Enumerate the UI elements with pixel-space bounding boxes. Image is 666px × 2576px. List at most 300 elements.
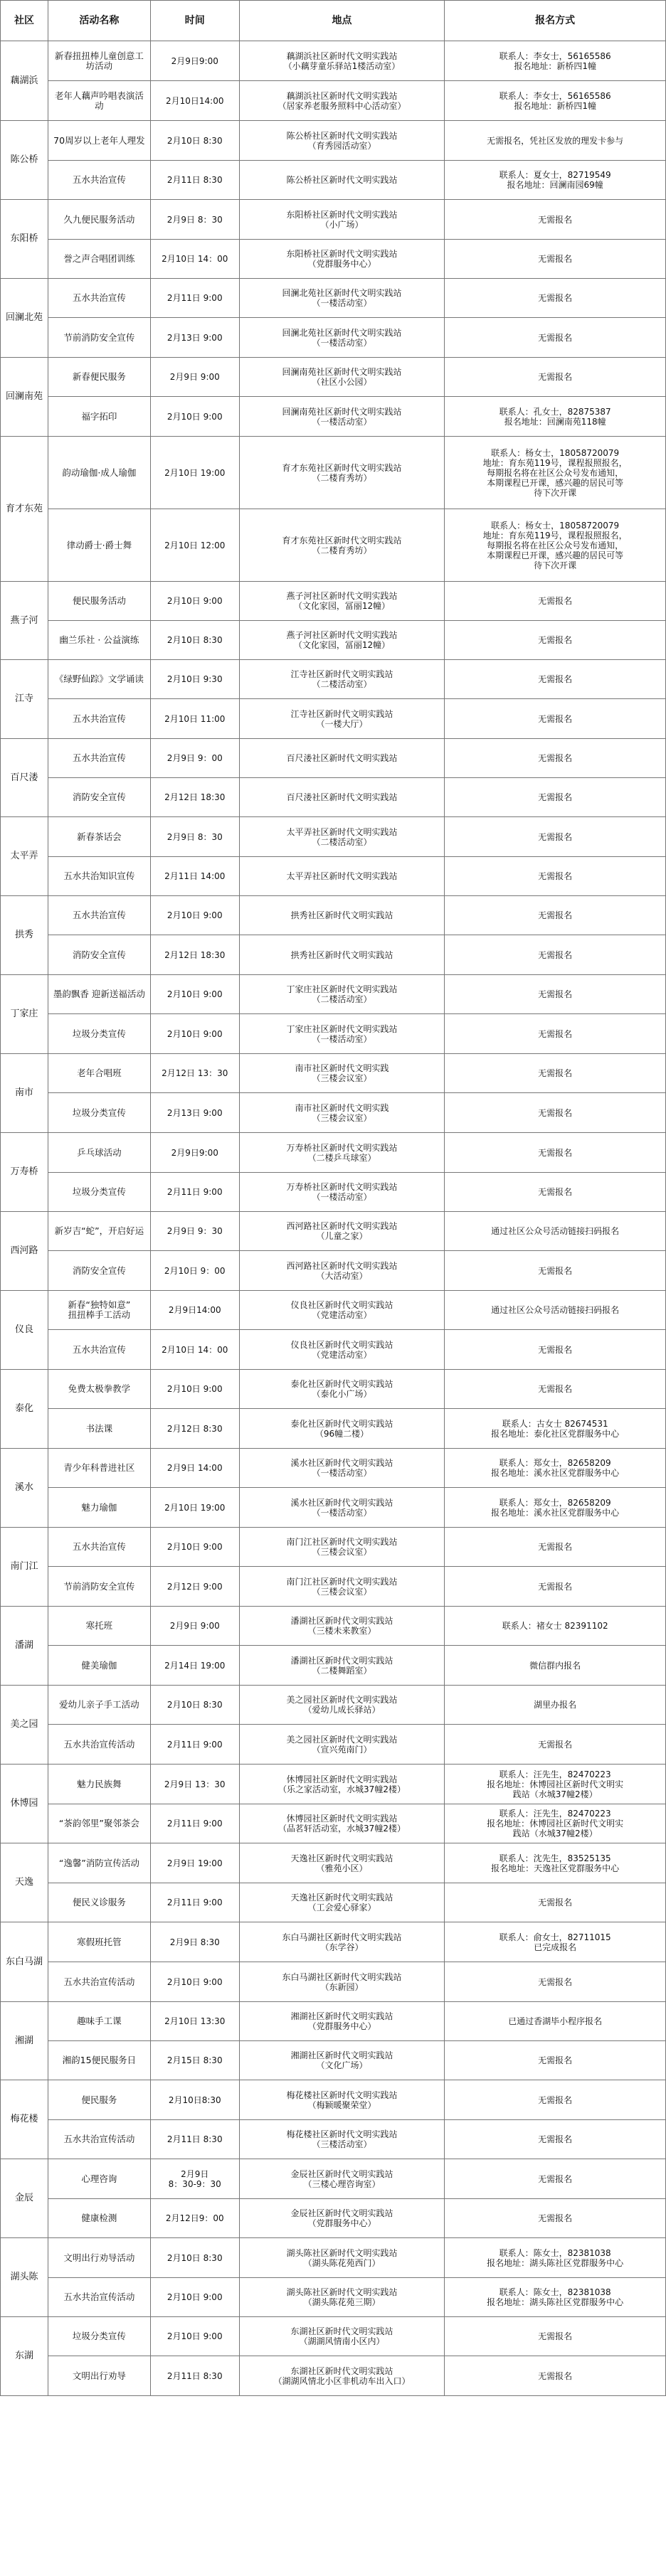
cell-community: 南门江 xyxy=(1,1528,48,1607)
table-row xyxy=(1,1765,666,1804)
cell-activity: 免费太极拳教学 xyxy=(48,1370,150,1409)
table-row xyxy=(1,1054,666,1093)
table-row xyxy=(1,2278,666,2317)
cell-location: 潘湖社区新时代文明实践站 （二楼舞蹈室） xyxy=(239,1646,445,1686)
cell-location: 拱秀社区新时代文明实践站 xyxy=(239,896,445,935)
cell-time: 2月10日 9：00 xyxy=(150,1251,239,1291)
cell-time: 2月14日 19:00 xyxy=(150,1646,239,1686)
cell-activity: 幽兰乐社 · 公益演练 xyxy=(48,621,150,660)
cell-registration: 无需报名 xyxy=(445,1883,666,1922)
cell-time: 2月9日 9:00 xyxy=(150,1607,239,1646)
cell-time: 2月11日 9:00 xyxy=(150,1725,239,1765)
cell-activity: 五水共治宣传活动 xyxy=(48,2278,150,2317)
table-row xyxy=(1,1804,666,1843)
cell-registration: 联系人：杨女士，18058720079 地址：育东苑119号，课程报照报名， 每期报名将在社区公众号发布通知， 本期课程已开课，感兴趣的居民可等 待下次开课 xyxy=(445,509,666,582)
cell-location: 天逸社区新时代文明实践站 （雅苑小区） xyxy=(239,1843,445,1883)
table-row xyxy=(1,279,666,318)
cell-time: 2月12日 18:30 xyxy=(150,778,239,817)
cell-location: 泰化社区新时代文明实践站 （泰化小广场） xyxy=(239,1370,445,1409)
table-row xyxy=(1,621,666,660)
cell-registration: 联系人：郑女士，82658209 报名地址：溪水社区党群服务中心 xyxy=(445,1488,666,1528)
cell-registration: 无需报名 xyxy=(445,1251,666,1291)
cell-registration: 微信群内报名 xyxy=(445,1646,666,1686)
cell-activity: 老年人藕声吟唱表演活动 xyxy=(48,81,150,121)
table-row xyxy=(1,1488,666,1528)
cell-activity: 节前消防安全宣传 xyxy=(48,318,150,358)
table-row xyxy=(1,1014,666,1054)
cell-community: 天逸 xyxy=(1,1843,48,1922)
cell-location: 万寿桥社区新时代文明实践站 （二楼乒乓球室） xyxy=(239,1133,445,1173)
cell-activity: 新春扭扭棒儿童创意工坊活动 xyxy=(48,41,150,81)
cell-location: 育才东苑社区新时代文明实践站 （二楼育秀坊） xyxy=(239,437,445,509)
cell-location: 太平弄社区新时代文明实践站 xyxy=(239,857,445,896)
cell-activity: 新春茶话会 xyxy=(48,817,150,857)
cell-community: 回澜南苑 xyxy=(1,358,48,437)
table-row xyxy=(1,1449,666,1488)
cell-registration: 无需报名 xyxy=(445,1054,666,1093)
cell-community: 溪水 xyxy=(1,1449,48,1528)
cell-activity: 誉之声合唱团训练 xyxy=(48,240,150,279)
cell-time: 2月9日 9:00 xyxy=(150,358,239,397)
cell-registration: 联系人：夏女士，82719549 报名地址：回澜南园69幢 xyxy=(445,161,666,200)
table-row xyxy=(1,1291,666,1330)
cell-registration: 无需报名 xyxy=(445,2041,666,2080)
cell-activity: 垃圾分类宣传 xyxy=(48,1093,150,1133)
cell-registration: 无需报名 xyxy=(445,200,666,240)
table-row xyxy=(1,857,666,896)
table-row xyxy=(1,240,666,279)
cell-registration: 联系人：杨女士，18058720079 地址：育东苑119号，课程报照报名， 每期报名将在社区公众号发布通知， 本期课程已开课，感兴趣的居民可等 待下次开课 xyxy=(445,437,666,509)
cell-location: 江寺社区新时代文明实践站 （一楼大厅） xyxy=(239,699,445,739)
cell-activity: 五水共治知识宣传 xyxy=(48,857,150,896)
cell-activity: 爱幼儿亲子手工活动 xyxy=(48,1686,150,1725)
cell-registration: 无需报名 xyxy=(445,1370,666,1409)
cell-community: 江寺 xyxy=(1,660,48,739)
cell-activity: “茶韵邻里”聚邻茶会 xyxy=(48,1804,150,1843)
cell-community: 丁家庄 xyxy=(1,975,48,1054)
cell-location: 西河路社区新时代文明实践站 （大活动室） xyxy=(239,1251,445,1291)
table-row xyxy=(1,1922,666,1962)
table-row xyxy=(1,975,666,1014)
table-row xyxy=(1,161,666,200)
cell-time: 2月10日 9:00 xyxy=(150,896,239,935)
cell-registration: 无需报名 xyxy=(445,1093,666,1133)
cell-activity: 便民服务活动 xyxy=(48,582,150,621)
cell-location: 湖头陈社区新时代文明实践站 （湖头陈花苑三期） xyxy=(239,2278,445,2317)
cell-registration: 无需报名 xyxy=(445,817,666,857)
cell-time: 2月10日 19:00 xyxy=(150,437,239,509)
cell-registration: 无需报名 xyxy=(445,358,666,397)
cell-registration: 无需报名 xyxy=(445,1330,666,1370)
cell-time: 2月11日 9:00 xyxy=(150,279,239,318)
cell-location: 百尺溇社区新时代文明实践站 xyxy=(239,739,445,778)
table-row xyxy=(1,1883,666,1922)
cell-community: 藕湖浜 xyxy=(1,41,48,121)
cell-time: 2月10日 8:30 xyxy=(150,2238,239,2278)
cell-registration: 无需报名 xyxy=(445,857,666,896)
cell-time: 2月11日 9:00 xyxy=(150,1804,239,1843)
cell-community: 休博园 xyxy=(1,1765,48,1843)
cell-activity: 五水共治宣传活动 xyxy=(48,2120,150,2159)
cell-registration: 联系人：郑女士，82658209 报名地址：溪水社区党群服务中心 xyxy=(445,1449,666,1488)
header-registration: 报名方式 xyxy=(445,1,666,41)
cell-time: 2月10日 9:00 xyxy=(150,1370,239,1409)
cell-activity: 趣味手工课 xyxy=(48,2002,150,2041)
cell-location: 陈公桥社区新时代文明实践站 （育秀园活动室） xyxy=(239,121,445,161)
cell-activity: 心理咨询 xyxy=(48,2159,150,2199)
cell-community: 西河路 xyxy=(1,1212,48,1291)
cell-registration: 无需报名 xyxy=(445,1567,666,1607)
cell-community: 回澜北苑 xyxy=(1,279,48,358)
table-header-row xyxy=(1,1,666,41)
cell-time: 2月9日9:00 xyxy=(150,1133,239,1173)
table-row xyxy=(1,437,666,509)
cell-activity: 新春“独特如意” 扭扭棒手工活动 xyxy=(48,1291,150,1330)
cell-activity: 五水共治宣传 xyxy=(48,896,150,935)
cell-time: 2月10日 9:30 xyxy=(150,660,239,699)
cell-community: 泰化 xyxy=(1,1370,48,1449)
cell-registration: 无需报名 xyxy=(445,699,666,739)
cell-registration: 无需报名 xyxy=(445,1014,666,1054)
cell-location: 太平弄社区新时代文明实践站 （二楼活动室） xyxy=(239,817,445,857)
cell-activity: 节前消防安全宣传 xyxy=(48,1567,150,1607)
cell-activity: 文明出行劝导活动 xyxy=(48,2238,150,2278)
cell-activity: 湘韵15便民服务日 xyxy=(48,2041,150,2080)
table-row xyxy=(1,1607,666,1646)
table-row xyxy=(1,1962,666,2002)
cell-location: 东白马湖社区新时代文明实践站 （东学谷） xyxy=(239,1922,445,1962)
cell-registration: 联系人：李女士，56165586 报名地址：新桥四1幢 xyxy=(445,81,666,121)
cell-time: 2月9日9:00 xyxy=(150,41,239,81)
cell-activity: 五水共治宣传活动 xyxy=(48,1962,150,2002)
cell-location: 陈公桥社区新时代文明实践站 xyxy=(239,161,445,200)
cell-location: 泰化社区新时代文明实践站 （96幢二楼） xyxy=(239,1409,445,1449)
table-row xyxy=(1,509,666,582)
cell-activity: 寒假班托管 xyxy=(48,1922,150,1962)
table-row xyxy=(1,2120,666,2159)
table-row xyxy=(1,2356,666,2396)
cell-activity: 健美瑜伽 xyxy=(48,1646,150,1686)
cell-activity: 消防安全宣传 xyxy=(48,1251,150,1291)
cell-activity: 老年合唱班 xyxy=(48,1054,150,1093)
cell-activity: 五水共治宣传 xyxy=(48,161,150,200)
table-row xyxy=(1,778,666,817)
cell-registration: 无需报名 xyxy=(445,1528,666,1567)
table-row xyxy=(1,660,666,699)
cell-location: 东白马湖社区新时代文明实践站 （东新园） xyxy=(239,1962,445,2002)
cell-registration: 无需报名 xyxy=(445,621,666,660)
cell-time: 2月15日 8:30 xyxy=(150,2041,239,2080)
cell-location: 溪水社区新时代文明实践站 （一楼活动室） xyxy=(239,1488,445,1528)
cell-community: 东白马湖 xyxy=(1,1922,48,2002)
cell-time: 2月10日 9:00 xyxy=(150,2278,239,2317)
cell-activity: 青少年科普进社区 xyxy=(48,1449,150,1488)
cell-community: 拱秀 xyxy=(1,896,48,975)
cell-time: 2月10日 19:00 xyxy=(150,1488,239,1528)
cell-location: 湖头陈社区新时代文明实践站 （湖头陈花苑西门） xyxy=(239,2238,445,2278)
table-row xyxy=(1,2041,666,2080)
cell-registration: 联系人：汪先生，82470223 报名地址：休博园社区新时代文明实 践站（水城37幢2楼） xyxy=(445,1765,666,1804)
cell-location: 回澜北苑社区新时代文明实践站 （一楼活动室） xyxy=(239,279,445,318)
cell-activity: 垃圾分类宣传 xyxy=(48,1173,150,1212)
cell-community: 陈公桥 xyxy=(1,121,48,200)
table-row xyxy=(1,1370,666,1409)
table-row xyxy=(1,699,666,739)
cell-registration: 联系人：古女士 82674531 报名地址：泰化社区党群服务中心 xyxy=(445,1409,666,1449)
cell-activity: 新岁吉“蛇”，开启好运 xyxy=(48,1212,150,1251)
cell-location: 南门江社区新时代文明实践站 （三楼会议室） xyxy=(239,1528,445,1567)
cell-location: 东湖社区新时代文明实践站 （湖湖风情北小区非机动车出入口） xyxy=(239,2356,445,2396)
cell-location: 美之园社区新时代文明实践站 （宣兴苑南门） xyxy=(239,1725,445,1765)
cell-registration: 联系人：褚女士 82391102 xyxy=(445,1607,666,1646)
table-row xyxy=(1,2159,666,2199)
cell-registration: 无需报名 xyxy=(445,2080,666,2120)
cell-community: 仪良 xyxy=(1,1291,48,1370)
cell-community: 东湖 xyxy=(1,2317,48,2396)
cell-location: 金辰社区新时代文明实践站 （党群服务中心） xyxy=(239,2199,445,2238)
cell-activity: 新春便民服务 xyxy=(48,358,150,397)
cell-activity: 五水共治宣传 xyxy=(48,739,150,778)
cell-time: 2月10日 9:00 xyxy=(150,1528,239,1567)
cell-community: 湘湖 xyxy=(1,2002,48,2080)
cell-time: 2月10日 8:30 xyxy=(150,1686,239,1725)
cell-time: 2月9日14:00 xyxy=(150,1291,239,1330)
cell-location: 万寿桥社区新时代文明实践站 （一楼活动室） xyxy=(239,1173,445,1212)
cell-registration: 无需报名 xyxy=(445,660,666,699)
cell-registration: 无需报名 xyxy=(445,1725,666,1765)
cell-activity: 五水共治宣传 xyxy=(48,699,150,739)
table-row xyxy=(1,41,666,81)
cell-registration: 无需报名 xyxy=(445,975,666,1014)
cell-location: 东阳桥社区新时代文明实践站 （小广场） xyxy=(239,200,445,240)
cell-registration: 无需报名 xyxy=(445,896,666,935)
cell-time: 2月11日 9:00 xyxy=(150,1883,239,1922)
header-activity: 活动名称 xyxy=(48,1,150,41)
table-row xyxy=(1,2002,666,2041)
cell-time: 2月10日 9:00 xyxy=(150,975,239,1014)
cell-community: 燕子河 xyxy=(1,582,48,660)
cell-location: 休博园社区新时代文明实践站 （乐之家活动室，水城37幢2楼） xyxy=(239,1765,445,1804)
table-row xyxy=(1,121,666,161)
header-community: 社区 xyxy=(1,1,48,41)
cell-time: 2月9日 14:00 xyxy=(150,1449,239,1488)
cell-time: 2月9日 19:00 xyxy=(150,1843,239,1883)
cell-registration: 无需报名，凭社区发放的理发卡参与 xyxy=(445,121,666,161)
cell-activity: 便民义诊服务 xyxy=(48,1883,150,1922)
cell-registration: 无需报名 xyxy=(445,2317,666,2356)
cell-time: 2月10日 13:30 xyxy=(150,2002,239,2041)
cell-registration: 无需报名 xyxy=(445,1173,666,1212)
cell-time: 2月10日8:30 xyxy=(150,2080,239,2120)
cell-activity: “逸馨”消防宣传活动 xyxy=(48,1843,150,1883)
cell-activity: 五水共治宣传 xyxy=(48,1528,150,1567)
table-row xyxy=(1,1133,666,1173)
cell-community: 育才东苑 xyxy=(1,437,48,582)
table-row xyxy=(1,2238,666,2278)
cell-activity: 书法课 xyxy=(48,1409,150,1449)
cell-time: 2月10日 14：00 xyxy=(150,240,239,279)
cell-activity: 五水共治宣传 xyxy=(48,1330,150,1370)
table-row xyxy=(1,2199,666,2238)
header-location: 地点 xyxy=(239,1,445,41)
cell-location: 美之园社区新时代文明实践站 （爱幼儿成长驿站） xyxy=(239,1686,445,1725)
cell-time: 2月11日 9:00 xyxy=(150,1173,239,1212)
cell-time: 2月10日 14：00 xyxy=(150,1330,239,1370)
cell-location: 丁家庄社区新时代文明实践站 （二楼活动室） xyxy=(239,975,445,1014)
cell-registration: 无需报名 xyxy=(445,2120,666,2159)
cell-time: 2月13日 9:00 xyxy=(150,318,239,358)
cell-location: 东阳桥社区新时代文明实践站 （党群服务中心） xyxy=(239,240,445,279)
cell-time: 2月9日 8：30 xyxy=(150,817,239,857)
cell-time: 2月9日 8：30-9：30 xyxy=(150,2159,239,2199)
cell-location: 仪良社区新时代文明实践站 （党建活动室） xyxy=(239,1330,445,1370)
cell-location: 西河路社区新时代文明实践站 （儿童之家） xyxy=(239,1212,445,1251)
cell-activity: 70周岁以上老年人理发 xyxy=(48,121,150,161)
cell-activity: 五水共治宣传活动 xyxy=(48,1725,150,1765)
cell-registration: 联系人：汪先生，82470223 报名地址：休博园社区新时代文明实 践站（水城37幢2楼） xyxy=(445,1804,666,1843)
cell-activity: 垃圾分类宣传 xyxy=(48,1014,150,1054)
cell-location: 南市社区新时代文明实践 （三楼会议室） xyxy=(239,1093,445,1133)
cell-activity: 健康检测 xyxy=(48,2199,150,2238)
table-row xyxy=(1,935,666,975)
cell-location: 回澜南苑社区新时代文明实践站 （一楼活动室） xyxy=(239,397,445,437)
cell-registration: 无需报名 xyxy=(445,2159,666,2199)
cell-activity: 消防安全宣传 xyxy=(48,778,150,817)
cell-location: 南市社区新时代文明实践 （三楼会议室） xyxy=(239,1054,445,1093)
cell-registration: 无需报名 xyxy=(445,240,666,279)
cell-registration: 已通过香湖毕小程序报名 xyxy=(445,2002,666,2041)
cell-time: 2月12日 18:30 xyxy=(150,935,239,975)
table-row xyxy=(1,1725,666,1765)
cell-registration: 联系人：陈女士，82381038 报名地址：湖头陈社区党群服务中心 xyxy=(445,2278,666,2317)
cell-registration: 无需报名 xyxy=(445,318,666,358)
cell-location: 湘湖社区新时代文明实践站 （文化广场） xyxy=(239,2041,445,2080)
cell-registration: 无需报名 xyxy=(445,778,666,817)
cell-location: 拱秀社区新时代文明实践站 xyxy=(239,935,445,975)
cell-location: 百尺溇社区新时代文明实践站 xyxy=(239,778,445,817)
cell-time: 2月11日 14:00 xyxy=(150,857,239,896)
cell-time: 2月13日 9:00 xyxy=(150,1093,239,1133)
cell-activity: 魅力民族舞 xyxy=(48,1765,150,1804)
header-time: 时间 xyxy=(150,1,239,41)
cell-activity: 久九便民服务活动 xyxy=(48,200,150,240)
cell-location: 燕子河社区新时代文明实践站 （文化家园，冨丽12幢） xyxy=(239,582,445,621)
cell-location: 南门江社区新时代文明实践站 （三楼会议室） xyxy=(239,1567,445,1607)
cell-time: 2月11日 8:30 xyxy=(150,2356,239,2396)
table-row xyxy=(1,1212,666,1251)
cell-registration: 无需报名 xyxy=(445,582,666,621)
cell-activity: 律动爵士·爵士舞 xyxy=(48,509,150,582)
cell-time: 2月10日 9:00 xyxy=(150,582,239,621)
cell-activity: 福字拓印 xyxy=(48,397,150,437)
cell-location: 潘湖社区新时代文明实践站 （三楼未来教室） xyxy=(239,1607,445,1646)
table-row xyxy=(1,582,666,621)
cell-activity: 垃圾分类宣传 xyxy=(48,2317,150,2356)
cell-registration: 通过社区公众号活动链接扫码报名 xyxy=(445,1291,666,1330)
cell-location: 藕湖浜社区新时代文明实践站 （居家养老服务照料中心活动室） xyxy=(239,81,445,121)
cell-registration: 无需报名 xyxy=(445,279,666,318)
cell-location: 湘湖社区新时代文明实践站 （党群服务中心） xyxy=(239,2002,445,2041)
cell-activity: 《绿野仙踪》文学诵读 xyxy=(48,660,150,699)
cell-time: 2月12日 9:00 xyxy=(150,1567,239,1607)
cell-time: 2月10日 9:00 xyxy=(150,1014,239,1054)
cell-activity: 便民服务 xyxy=(48,2080,150,2120)
table-row xyxy=(1,2080,666,2120)
cell-community: 美之园 xyxy=(1,1686,48,1765)
table-row xyxy=(1,739,666,778)
cell-community: 太平弄 xyxy=(1,817,48,896)
cell-community: 梅花楼 xyxy=(1,2080,48,2159)
cell-activity: 五水共治宣传 xyxy=(48,279,150,318)
cell-registration: 联系人：孔女士，82875387 报名地址：回澜南苑118幢 xyxy=(445,397,666,437)
table-row xyxy=(1,1646,666,1686)
cell-time: 2月9日 9：30 xyxy=(150,1212,239,1251)
cell-activity: 文明出行劝导 xyxy=(48,2356,150,2396)
cell-registration: 湖里办报名 xyxy=(445,1686,666,1725)
table-row xyxy=(1,81,666,121)
cell-community: 金辰 xyxy=(1,2159,48,2238)
cell-time: 2月10日 12:00 xyxy=(150,509,239,582)
cell-time: 2月11日 8:30 xyxy=(150,2120,239,2159)
cell-registration: 联系人：李女士，56165586 报名地址：新桥四1幢 xyxy=(445,41,666,81)
cell-location: 藕湖浜社区新时代文明实践站 （小藕芽童乐驿站1楼活动室） xyxy=(239,41,445,81)
cell-registration: 无需报名 xyxy=(445,2356,666,2396)
cell-time: 2月10日 9:00 xyxy=(150,2317,239,2356)
table-row xyxy=(1,1409,666,1449)
cell-registration: 联系人：沈先生，83525135 报名地址：天逸社区党群服务中心 xyxy=(445,1843,666,1883)
cell-time: 2月9日 13：30 xyxy=(150,1765,239,1804)
cell-time: 2月10日 9:00 xyxy=(150,1962,239,2002)
cell-community: 东阳桥 xyxy=(1,200,48,279)
cell-registration: 无需报名 xyxy=(445,1962,666,2002)
cell-time: 2月9日 9：00 xyxy=(150,739,239,778)
table-row xyxy=(1,1330,666,1370)
cell-time: 2月10日 8:30 xyxy=(150,121,239,161)
cell-time: 2月9日 8:30 xyxy=(150,1922,239,1962)
cell-location: 江寺社区新时代文明实践站 （二楼活动室） xyxy=(239,660,445,699)
cell-activity: 韵动瑜伽·成人瑜伽 xyxy=(48,437,150,509)
cell-location: 天逸社区新时代文明实践站 （工会爱心驿家） xyxy=(239,1883,445,1922)
table-row xyxy=(1,1567,666,1607)
table-body xyxy=(1,41,666,2396)
table-row xyxy=(1,1843,666,1883)
cell-location: 梅花楼社区新时代文明实践站 （三楼活动室） xyxy=(239,2120,445,2159)
cell-location: 燕子河社区新时代文明实践站 （文化家园，冨丽12幢） xyxy=(239,621,445,660)
table-row xyxy=(1,1173,666,1212)
cell-location: 育才东苑社区新时代文明实践站 （二楼育秀坊） xyxy=(239,509,445,582)
cell-time: 2月10日 9:00 xyxy=(150,397,239,437)
cell-time: 2月10日 8:30 xyxy=(150,621,239,660)
cell-activity: 墨韵飘香 迎新送福活动 xyxy=(48,975,150,1014)
cell-location: 仪良社区新时代文明实践站 （党建活动室） xyxy=(239,1291,445,1330)
table-row xyxy=(1,1686,666,1725)
cell-time: 2月10日14:00 xyxy=(150,81,239,121)
cell-location: 回澜北苑社区新时代文明实践站 （一楼活动室） xyxy=(239,318,445,358)
cell-community: 万寿桥 xyxy=(1,1133,48,1212)
table-row xyxy=(1,1528,666,1567)
table-row xyxy=(1,817,666,857)
cell-registration: 无需报名 xyxy=(445,935,666,975)
cell-registration: 通过社区公众号活动链接扫码报名 xyxy=(445,1212,666,1251)
cell-time: 2月12日9：00 xyxy=(150,2199,239,2238)
table-row xyxy=(1,1251,666,1291)
cell-location: 梅花楼社区新时代文明实践站 （梅颖暖聚荣堂） xyxy=(239,2080,445,2120)
cell-time: 2月12日 8:30 xyxy=(150,1409,239,1449)
cell-registration: 无需报名 xyxy=(445,2199,666,2238)
cell-registration: 无需报名 xyxy=(445,739,666,778)
cell-community: 百尺溇 xyxy=(1,739,48,817)
table-row xyxy=(1,397,666,437)
